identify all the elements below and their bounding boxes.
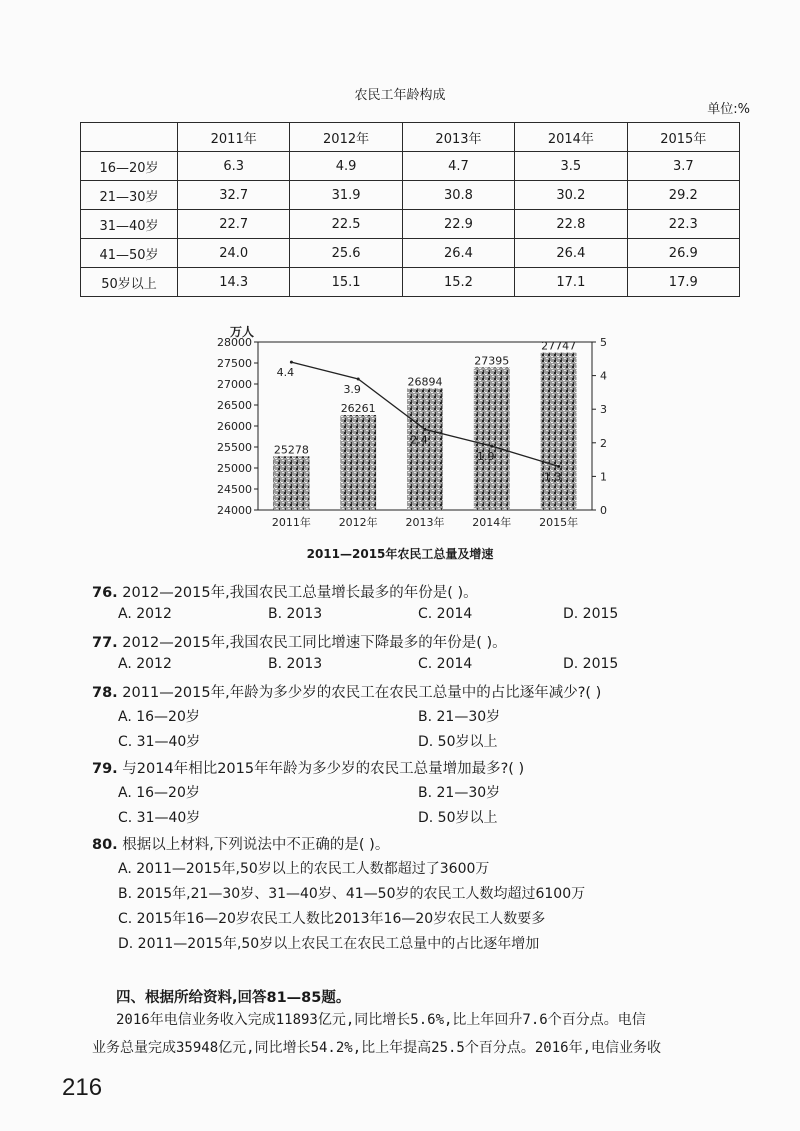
table-row: [81, 239, 740, 268]
table-header: 2014年: [515, 123, 627, 152]
table-title: 农民工年龄构成: [354, 88, 446, 103]
question-text: 2012—2015年,我国农民工同比增速下降最多的年份是( )。: [122, 635, 507, 651]
table-cell: 14.3: [178, 268, 290, 297]
option-d: D. 2011—2015年,50岁以上农民工在农民工总量中的占比逐年增加: [118, 936, 540, 952]
row-label: 31—40岁: [81, 210, 178, 239]
table-unit: 单位:%: [707, 102, 750, 117]
y-axis-label: 万人: [230, 325, 255, 339]
table-header: 2012年: [290, 123, 402, 152]
option-d: D. 2015: [563, 656, 619, 672]
table-cell: 4.9: [290, 152, 402, 181]
question-77: [92, 631, 507, 652]
table-cell: 22.7: [178, 210, 290, 239]
x-tick-label: 2012年: [338, 516, 378, 529]
question-text: 与2014年相比2015年年龄为多少岁的农民工总量增加最多?( ): [122, 761, 525, 777]
question-text: 根据以上材料,下列说法中不正确的是( )。: [122, 837, 390, 853]
option-b: B. 21—30岁: [418, 709, 501, 725]
table-cell: 25.6: [290, 239, 402, 268]
question-78: [92, 681, 601, 702]
y-tick-label: 25500: [217, 441, 252, 454]
table-header: 2013年: [402, 123, 514, 152]
chart-container: [200, 318, 620, 558]
option-a: A. 2012: [118, 656, 172, 672]
table-cell: 15.1: [290, 268, 402, 297]
option-a: A. 16—20岁: [118, 785, 200, 801]
table-cell: 26.4: [402, 239, 514, 268]
option-c: C. 2015年16—20岁农民工人数比2013年16—20岁农民工人数要多: [118, 911, 546, 927]
y2-tick-label: 1: [600, 470, 607, 484]
bar: [474, 367, 510, 510]
table-cell: 15.2: [402, 268, 514, 297]
table-row: [81, 181, 740, 210]
option-c: C. 2014: [418, 656, 473, 672]
paragraph-line: 业务总量完成35948亿元,同比增长54.2%,比上年提高25.5个百分点。2016年,电信业务收: [92, 1040, 662, 1056]
y2-tick-label: 4: [600, 369, 607, 383]
bar: [541, 353, 577, 510]
bar: [273, 456, 309, 510]
table-cell: 22.8: [515, 210, 627, 239]
growth-point: [557, 465, 560, 468]
option-c: C. 2014: [418, 606, 473, 622]
question-number: 76.: [92, 585, 118, 601]
question-79: [92, 757, 524, 778]
table-cell: 22.9: [402, 210, 514, 239]
bar: [407, 388, 443, 510]
y-tick-label: 24000: [217, 504, 252, 517]
chart-svg: [200, 318, 620, 543]
y-tick-label: 27500: [217, 357, 252, 370]
option-b: B. 2013: [268, 606, 323, 622]
table-cell: 3.5: [515, 152, 627, 181]
table-cell: 22.5: [290, 210, 402, 239]
bar-label: 25278: [273, 443, 309, 457]
table-corner: [81, 123, 178, 152]
x-tick-label: 2011年: [271, 516, 311, 529]
question-number: 79.: [92, 761, 118, 777]
growth-point: [424, 428, 427, 431]
bar-label: 26261: [340, 402, 376, 416]
y-tick-label: 28000: [217, 336, 252, 349]
option-a: A. 2011—2015年,50岁以上的农民工人数都超过了3600万: [118, 861, 490, 877]
growth-point: [357, 377, 360, 380]
option-c: C. 31—40岁: [118, 810, 201, 826]
table-cell: 17.9: [627, 268, 739, 297]
table-cell: 17.1: [515, 268, 627, 297]
y-tick-label: 27000: [217, 378, 252, 391]
growth-label: 1.9: [477, 450, 495, 464]
y-tick-label: 26500: [217, 399, 252, 412]
question-text: 2011—2015年,年龄为多少岁的农民工在农民工总量中的占比逐年减少?( ): [122, 685, 602, 701]
row-label: 41—50岁: [81, 239, 178, 268]
option-d: D. 50岁以上: [418, 734, 498, 750]
table-cell: 29.2: [627, 181, 739, 210]
y2-tick-label: 3: [600, 403, 607, 417]
table-cell: 24.0: [178, 239, 290, 268]
y-tick-label: 24500: [217, 483, 252, 496]
option-d: D. 2015: [563, 606, 619, 622]
row-label: 16—20岁: [81, 152, 178, 181]
question-number: 78.: [92, 685, 118, 701]
table-header: 2015年: [627, 123, 739, 152]
x-tick-label: 2014年: [472, 516, 512, 529]
growth-point: [490, 445, 493, 448]
option-a: A. 16—20岁: [118, 709, 200, 725]
option-b: B. 2015年,21—30岁、31—40岁、41—50岁的农民工人数均超过6100万: [118, 886, 586, 902]
question-76: [92, 581, 478, 602]
table-cell: 6.3: [178, 152, 290, 181]
table-cell: 32.7: [178, 181, 290, 210]
table-cell: 30.8: [402, 181, 514, 210]
bar: [340, 415, 376, 510]
y2-tick-label: 5: [600, 336, 607, 349]
question-number: 80.: [92, 837, 118, 853]
table-cell: 31.9: [290, 181, 402, 210]
option-a: A. 2012: [118, 606, 172, 622]
bar-label: 27747: [541, 339, 577, 353]
question-text: 2012—2015年,我国农民工总量增长最多的年份是( )。: [122, 585, 478, 601]
option-d: D. 50岁以上: [418, 810, 498, 826]
table-row: [81, 152, 740, 181]
table-cell: 3.7: [627, 152, 739, 181]
option-b: B. 2013: [268, 656, 323, 672]
y-tick-label: 25000: [217, 462, 252, 475]
paragraph-line: 2016年电信业务收入完成11893亿元,同比增长5.6%,比上年回升7.6个百分点。电信: [116, 1012, 646, 1028]
section-heading: 四、根据所给资料,回答81—85题。: [116, 990, 351, 1006]
growth-point: [290, 361, 293, 364]
chart-title: 2011—2015年农民工总量及增速: [306, 547, 494, 561]
bar-label: 27395: [474, 354, 510, 368]
table-row: [81, 268, 740, 297]
growth-label: 1.3: [543, 470, 562, 484]
y2-tick-label: 2: [600, 436, 607, 450]
table-cell: 26.9: [627, 239, 739, 268]
table-header-row: [81, 123, 740, 152]
question-80: [92, 833, 389, 854]
growth-label: 4.4: [276, 366, 295, 380]
option-b: B. 21—30岁: [418, 785, 501, 801]
y-tick-label: 26000: [217, 420, 252, 433]
row-label: 50岁以上: [81, 268, 178, 297]
page-number: 216: [62, 1074, 103, 1101]
option-c: C. 31—40岁: [118, 734, 201, 750]
age-table: [80, 122, 740, 297]
table-row: [81, 210, 740, 239]
table-cell: 22.3: [627, 210, 739, 239]
table-cell: 30.2: [515, 181, 627, 210]
x-tick-label: 2013年: [405, 516, 445, 529]
y2-tick-label: 0: [600, 504, 607, 517]
table-cell: 26.4: [515, 239, 627, 268]
x-tick-label: 2015年: [539, 516, 579, 529]
bar-label: 26894: [407, 375, 443, 389]
growth-label: 2.4: [410, 433, 428, 447]
table-header: 2011年: [178, 123, 290, 152]
row-label: 21—30岁: [81, 181, 178, 210]
question-number: 77.: [92, 635, 118, 651]
growth-label: 3.9: [343, 382, 361, 396]
table-cell: 4.7: [402, 152, 514, 181]
